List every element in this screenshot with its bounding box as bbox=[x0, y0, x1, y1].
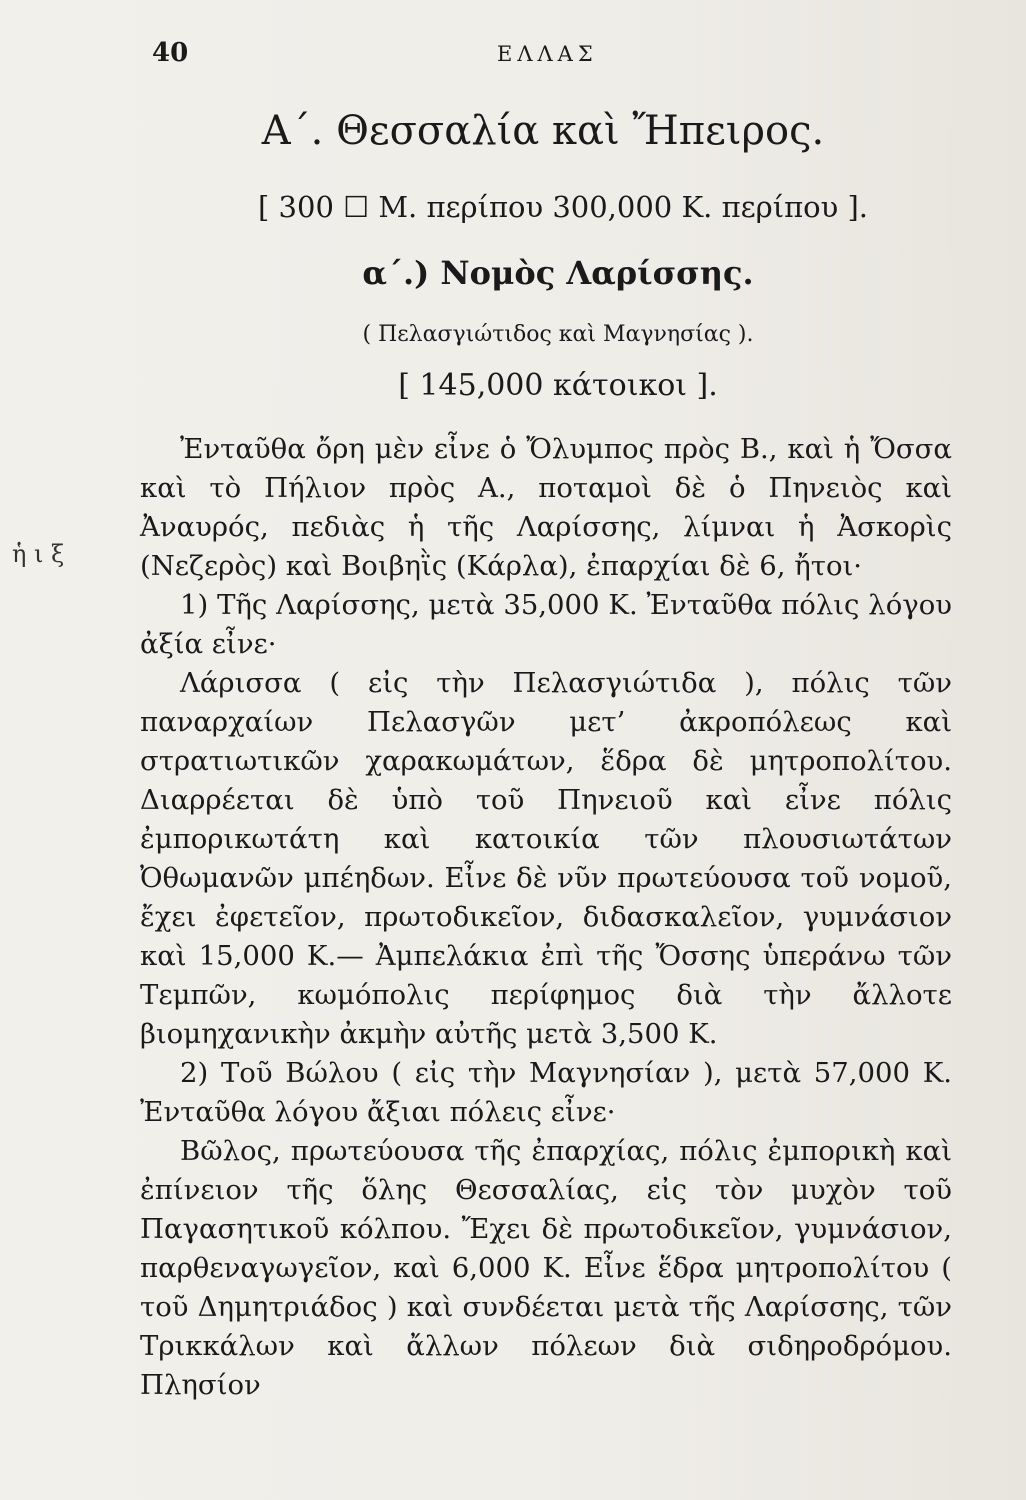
section-heading: α΄.) Νομὸς Λαρίσσης. bbox=[362, 254, 754, 292]
section-subtitle: ( Πελασγιώτιδος καὶ Μαγνησίας ). bbox=[362, 322, 754, 347]
chapter-subtitle: [ 300 ☐ Μ. περίπου 300,000 Κ. περίπου ]. bbox=[258, 190, 868, 224]
population-note: [ 145,000 κάτοικοι ]. bbox=[398, 368, 718, 403]
paragraph: Λάρισσα ( εἰς τὴν Πελασγιώτιδα ), πόλις τῶν παναρχαίων Πελασγῶν μετ’ ἀκροπόλεως καὶ στρατιωτικῶν χαρακωμάτων, ἕδρα δὲ μητροπολίτου. Διαρρέεται δὲ ὑπὸ τοῦ Πηνειοῦ καὶ εἶνε πόλις ἐμπορικωτάτη καὶ κατοικία τῶν πλουσιωτάτων Ὀθωμανῶν μπέηδων. Εἶνε δὲ νῦν πρωτεύουσα τοῦ νομοῦ, ἔχει ἐφετεῖον, πρωτοδικεῖον, διδασκαλεῖον, γυμνάσιον καὶ 15,000 Κ.— Ἀμπελάκια ἐπὶ τῆς Ὄσσης ὑπεράνω τῶν Τεμπῶν, κωμόπολις περίφημος διὰ τὴν ἄλλοτε βιομηχανικὴν ἀκμὴν αὐτῆς μετὰ 3,500 Κ. bbox=[140, 667, 952, 1050]
chapter-title: Α΄. Θεσσαλία καὶ Ἤπειρος. bbox=[261, 108, 825, 154]
paragraph: Βῶλος, πρωτεύουσα τῆς ἐπαρχίας, πόλις ἐμπορικὴ καὶ ἐπίνειον τῆς ὅλης Θεσσαλίας, εἰς τὸν μυχὸν τοῦ Παγασητικοῦ κόλπου. Ἔχει δὲ πρωτοδικεῖον, γυμνάσιον, παρθεναγωγεῖον, καὶ 6,000 Κ. Εἶνε ἕδρα μητροπολίτου ( τοῦ Δημητριάδος ) καὶ συνδέεται μετὰ τῆς Λαρίσσης, τῶν Τρικκάλων καὶ ἄλλων πόλεων διὰ σιδηροδρόμου. Πλησίον bbox=[140, 1135, 952, 1401]
paragraph: Ἐνταῦθα ὄρη μὲν εἶνε ὁ Ὄλυμπος πρὸς Β., καὶ ἡ Ὄσσα καὶ τὸ Πήλιον πρὸς Α., ποταμοὶ δὲ ὁ Πηνειὸς καὶ Ἀναυρός, πεδιὰς ἡ τῆς Λαρίσσης, λίμναι ἡ Ἀσκορὶς (Νεζερὸς) καὶ Βοιβηῒς (Κάρλα), ἐπαρχίαι δὲ 6, ἤτοι· bbox=[140, 433, 952, 582]
paragraph: 1) Τῆς Λαρίσσης, μετὰ 35,000 Κ. Ἐνταῦθα πόλις λόγου ἀξία εἶνε· bbox=[140, 589, 952, 660]
paragraph: 2) Τοῦ Βώλου ( εἰς τὴν Μαγνησίαν ), μετὰ 57,000 Κ. Ἐνταῦθα λόγου ἄξιαι πόλεις εἶνε· bbox=[140, 1057, 952, 1128]
running-head bbox=[152, 38, 952, 78]
page-number: 40 bbox=[152, 38, 189, 68]
running-title: ΕΛΛΑΣ bbox=[497, 42, 598, 66]
body-text bbox=[140, 430, 952, 1405]
margin-note: ἡ ι ξ bbox=[12, 540, 65, 568]
